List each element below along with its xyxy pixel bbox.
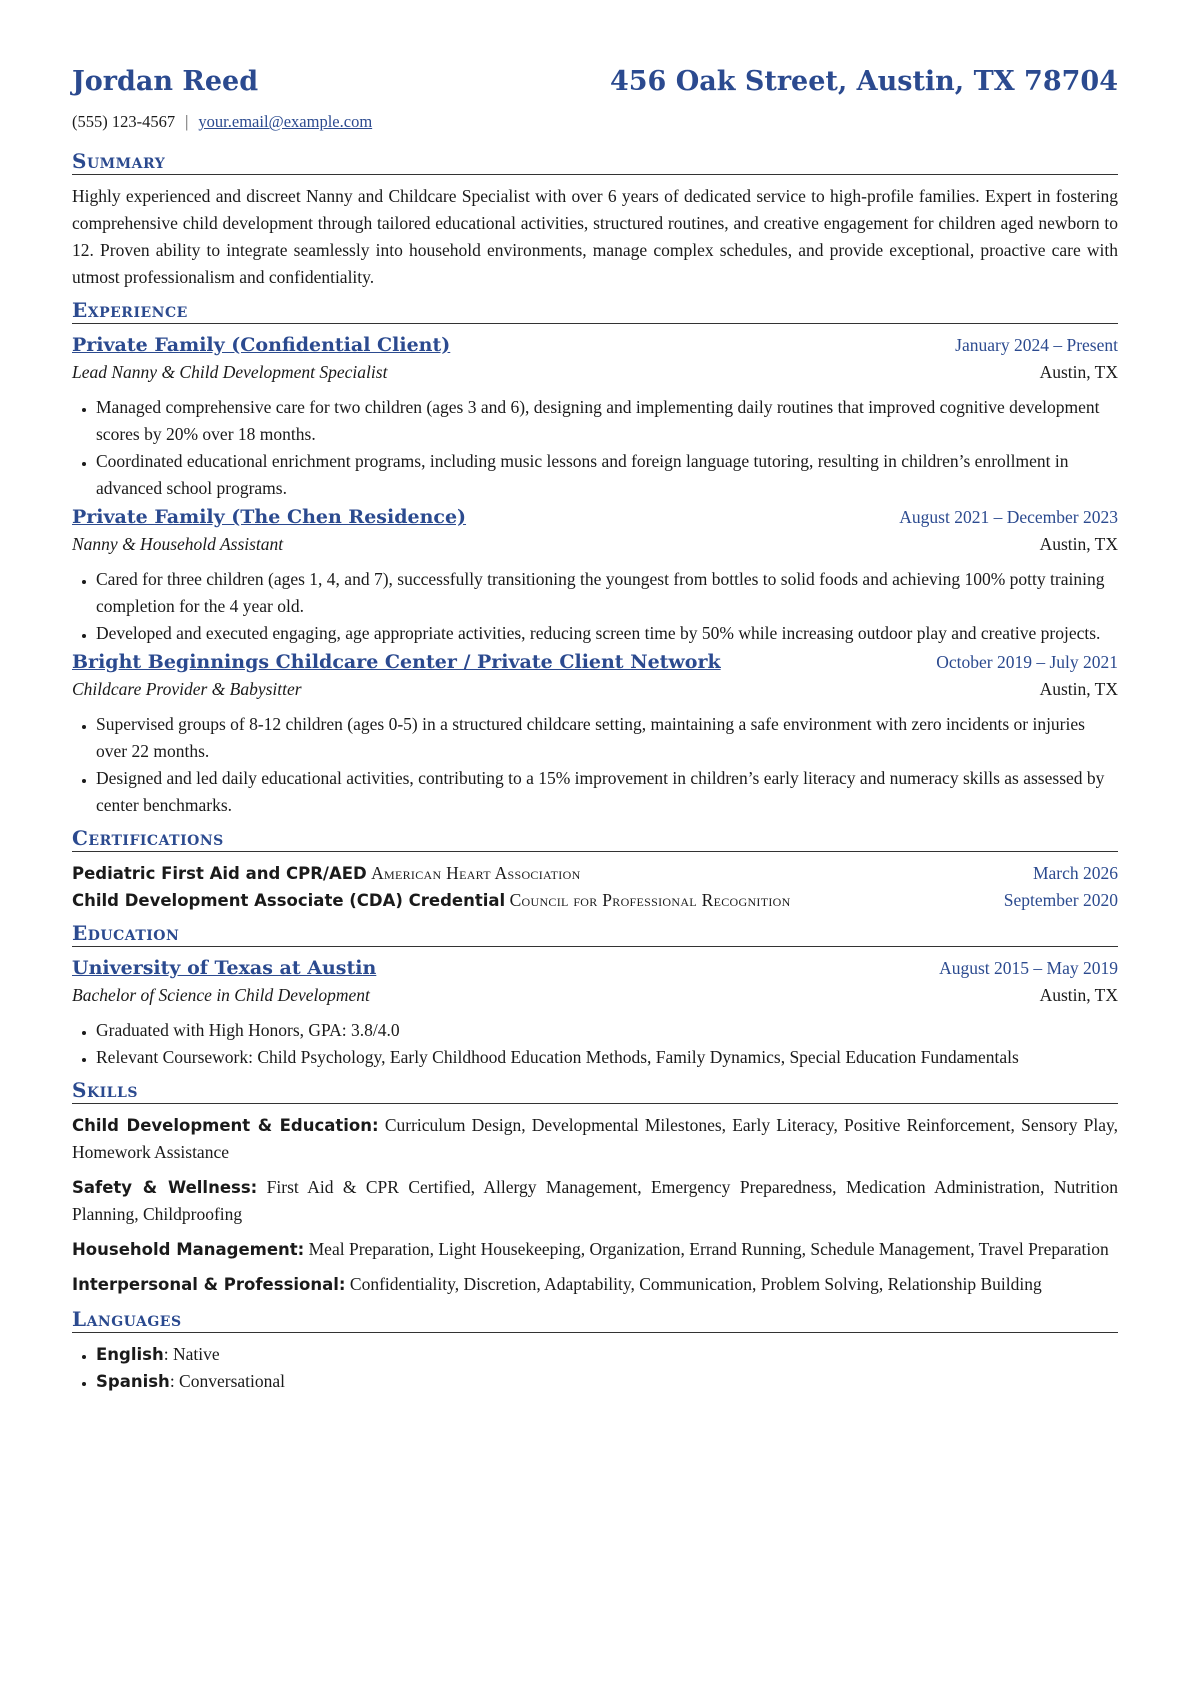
language-level: : Native (163, 1344, 220, 1364)
job-title: Lead Nanny & Child Development Specialist (72, 362, 388, 382)
skill-group (72, 1271, 1118, 1298)
achievement-list (72, 566, 1118, 647)
employer-link[interactable]: Private Family (The Chen Residence) (72, 506, 467, 528)
education-section (72, 920, 1118, 1071)
list-item (96, 1368, 1118, 1395)
resume-header (72, 64, 1118, 104)
languages-heading: Languages (72, 1306, 1118, 1333)
employment-dates: January 2024 – Present (955, 335, 1118, 355)
languages-list (72, 1341, 1118, 1395)
list-item: • Graduated with High Honors, GPA: 3.8/4.0 (96, 1017, 1118, 1044)
employment-dates: August 2021 – December 2023 (899, 507, 1118, 527)
job-location: Austin, TX (1039, 362, 1118, 382)
skill-group (72, 1112, 1118, 1166)
certification-issuer: American Heart Association (371, 863, 581, 883)
certification-issuer: Council for Professional Recognition (509, 890, 791, 910)
contact-line (72, 110, 1118, 134)
skill-list: Meal Preparation, Light Housekeeping, Organization, Errand Running, Schedule Management, Travel Preparation (308, 1239, 1109, 1259)
school-location: Austin, TX (1039, 985, 1118, 1005)
language-name: Spanish (96, 1372, 170, 1391)
school-link[interactable]: University of Texas at Austin (72, 957, 377, 979)
skill-list: Confidentiality, Discretion, Adaptability, Communication, Problem Solving, Relationship Building (349, 1274, 1042, 1294)
skills-section (72, 1077, 1118, 1298)
certifications-heading: Certifications (72, 825, 1118, 852)
summary-heading: Summary (72, 148, 1118, 175)
skill-group (72, 1174, 1118, 1228)
language-level: : Conversational (169, 1371, 285, 1391)
list-item: • Designed and led daily educational activities, contributing to a 15% improvement in children’s early literacy and numeracy skills as assessed by center benchmarks. (96, 765, 1118, 819)
languages-section (72, 1306, 1118, 1395)
language-name: English (96, 1345, 164, 1364)
education-dates: August 2015 – May 2019 (939, 958, 1118, 978)
job-title: Childcare Provider & Babysitter (72, 679, 302, 699)
achievement-list (72, 711, 1118, 819)
email-link[interactable]: your.email@example.com (198, 112, 373, 131)
experience-section (72, 297, 1118, 819)
skill-category: Household Management: (72, 1240, 305, 1259)
experience-entry (72, 332, 1118, 502)
employer-link[interactable]: Bright Beginnings Childcare Center / Private Client Network (72, 651, 721, 673)
employer-link[interactable]: Private Family (Confidential Client) (72, 334, 451, 356)
certifications-section (72, 825, 1118, 914)
education-heading: Education (72, 920, 1118, 947)
contact-separator: | (185, 112, 189, 131)
list-item: • Supervised groups of 8-12 children (ages 0-5) in a structured childcare setting, maintaining a safe environment with zero incidents or injuries over 22 months. (96, 711, 1118, 765)
skill-category: Child Development & Education: (72, 1116, 379, 1135)
experience-heading: Experience (72, 297, 1118, 324)
achievement-list (72, 394, 1118, 502)
skill-list: First Aid & CPR Certified, Allergy Management, Emergency Preparedness, Medication Administration, Nutrition Planning, Childproofing (72, 1177, 1118, 1224)
candidate-address: 456 Oak Street, Austin, TX 78704 (609, 66, 1118, 97)
certification-date: September 2020 (1003, 890, 1118, 910)
certification-name: Pediatric First Aid and CPR/AED (72, 864, 367, 883)
experience-entry (72, 504, 1118, 647)
certification-item (72, 860, 1118, 887)
list-item (96, 1341, 1118, 1368)
skill-category: Safety & Wellness: (72, 1178, 258, 1197)
skills-heading: Skills (72, 1077, 1118, 1104)
education-details-list (72, 1017, 1118, 1071)
skill-category: Interpersonal & Professional: (72, 1275, 346, 1294)
candidate-name: Jordan Reed (72, 66, 259, 97)
employment-dates: October 2019 – July 2021 (936, 652, 1118, 672)
certification-item (72, 887, 1118, 914)
education-entry (72, 955, 1118, 1071)
summary-section (72, 148, 1118, 291)
list-item: • Developed and executed engaging, age appropriate activities, reducing screen time by 50% while increasing outdoor play and creative projects. (96, 620, 1118, 647)
job-location: Austin, TX (1039, 534, 1118, 554)
certification-date: March 2026 (1032, 863, 1118, 883)
list-item: • Coordinated educational enrichment programs, including music lessons and foreign language tutoring, resulting in children’s enrollment in advanced school programs. (96, 448, 1118, 502)
experience-entry (72, 649, 1118, 819)
skill-list: Curriculum Design, Developmental Milestones, Early Literacy, Positive Reinforcement, Sensory Play, Homework Assistance (72, 1115, 1119, 1162)
job-location: Austin, TX (1039, 679, 1118, 699)
job-title: Nanny & Household Assistant (72, 534, 284, 554)
list-item: • Cared for three children (ages 1, 4, and 7), successfully transitioning the youngest from bottles to solid foods and achieving 100% potty training completion for the 4 year old. (96, 566, 1118, 620)
summary-text: Highly experienced and discreet Nanny and Childcare Specialist with over 6 years of dedicated service to high-profile families. Expert in fostering comprehensive child development through tailored educational activities, structured routines, and creative engagement for children aged newborn to 12. Proven ability to integrate seamlessly into household environments, manage complex schedules, and provide exceptional, proactive care with utmost professionalism and confidentiality. (72, 186, 1118, 287)
phone-number: (555) 123-4567 (72, 112, 176, 131)
list-item: • Managed comprehensive care for two children (ages 3 and 6), designing and implementing daily routines that improved cognitive development scores by 20% over 18 months. (96, 394, 1118, 448)
list-item: • Relevant Coursework: Child Psychology, Early Childhood Education Methods, Family Dynamics, Special Education Fundamentals (96, 1044, 1118, 1071)
skill-group (72, 1236, 1118, 1263)
certification-name: Child Development Associate (CDA) Credential (72, 891, 506, 910)
degree-title: Bachelor of Science in Child Development (72, 985, 370, 1005)
